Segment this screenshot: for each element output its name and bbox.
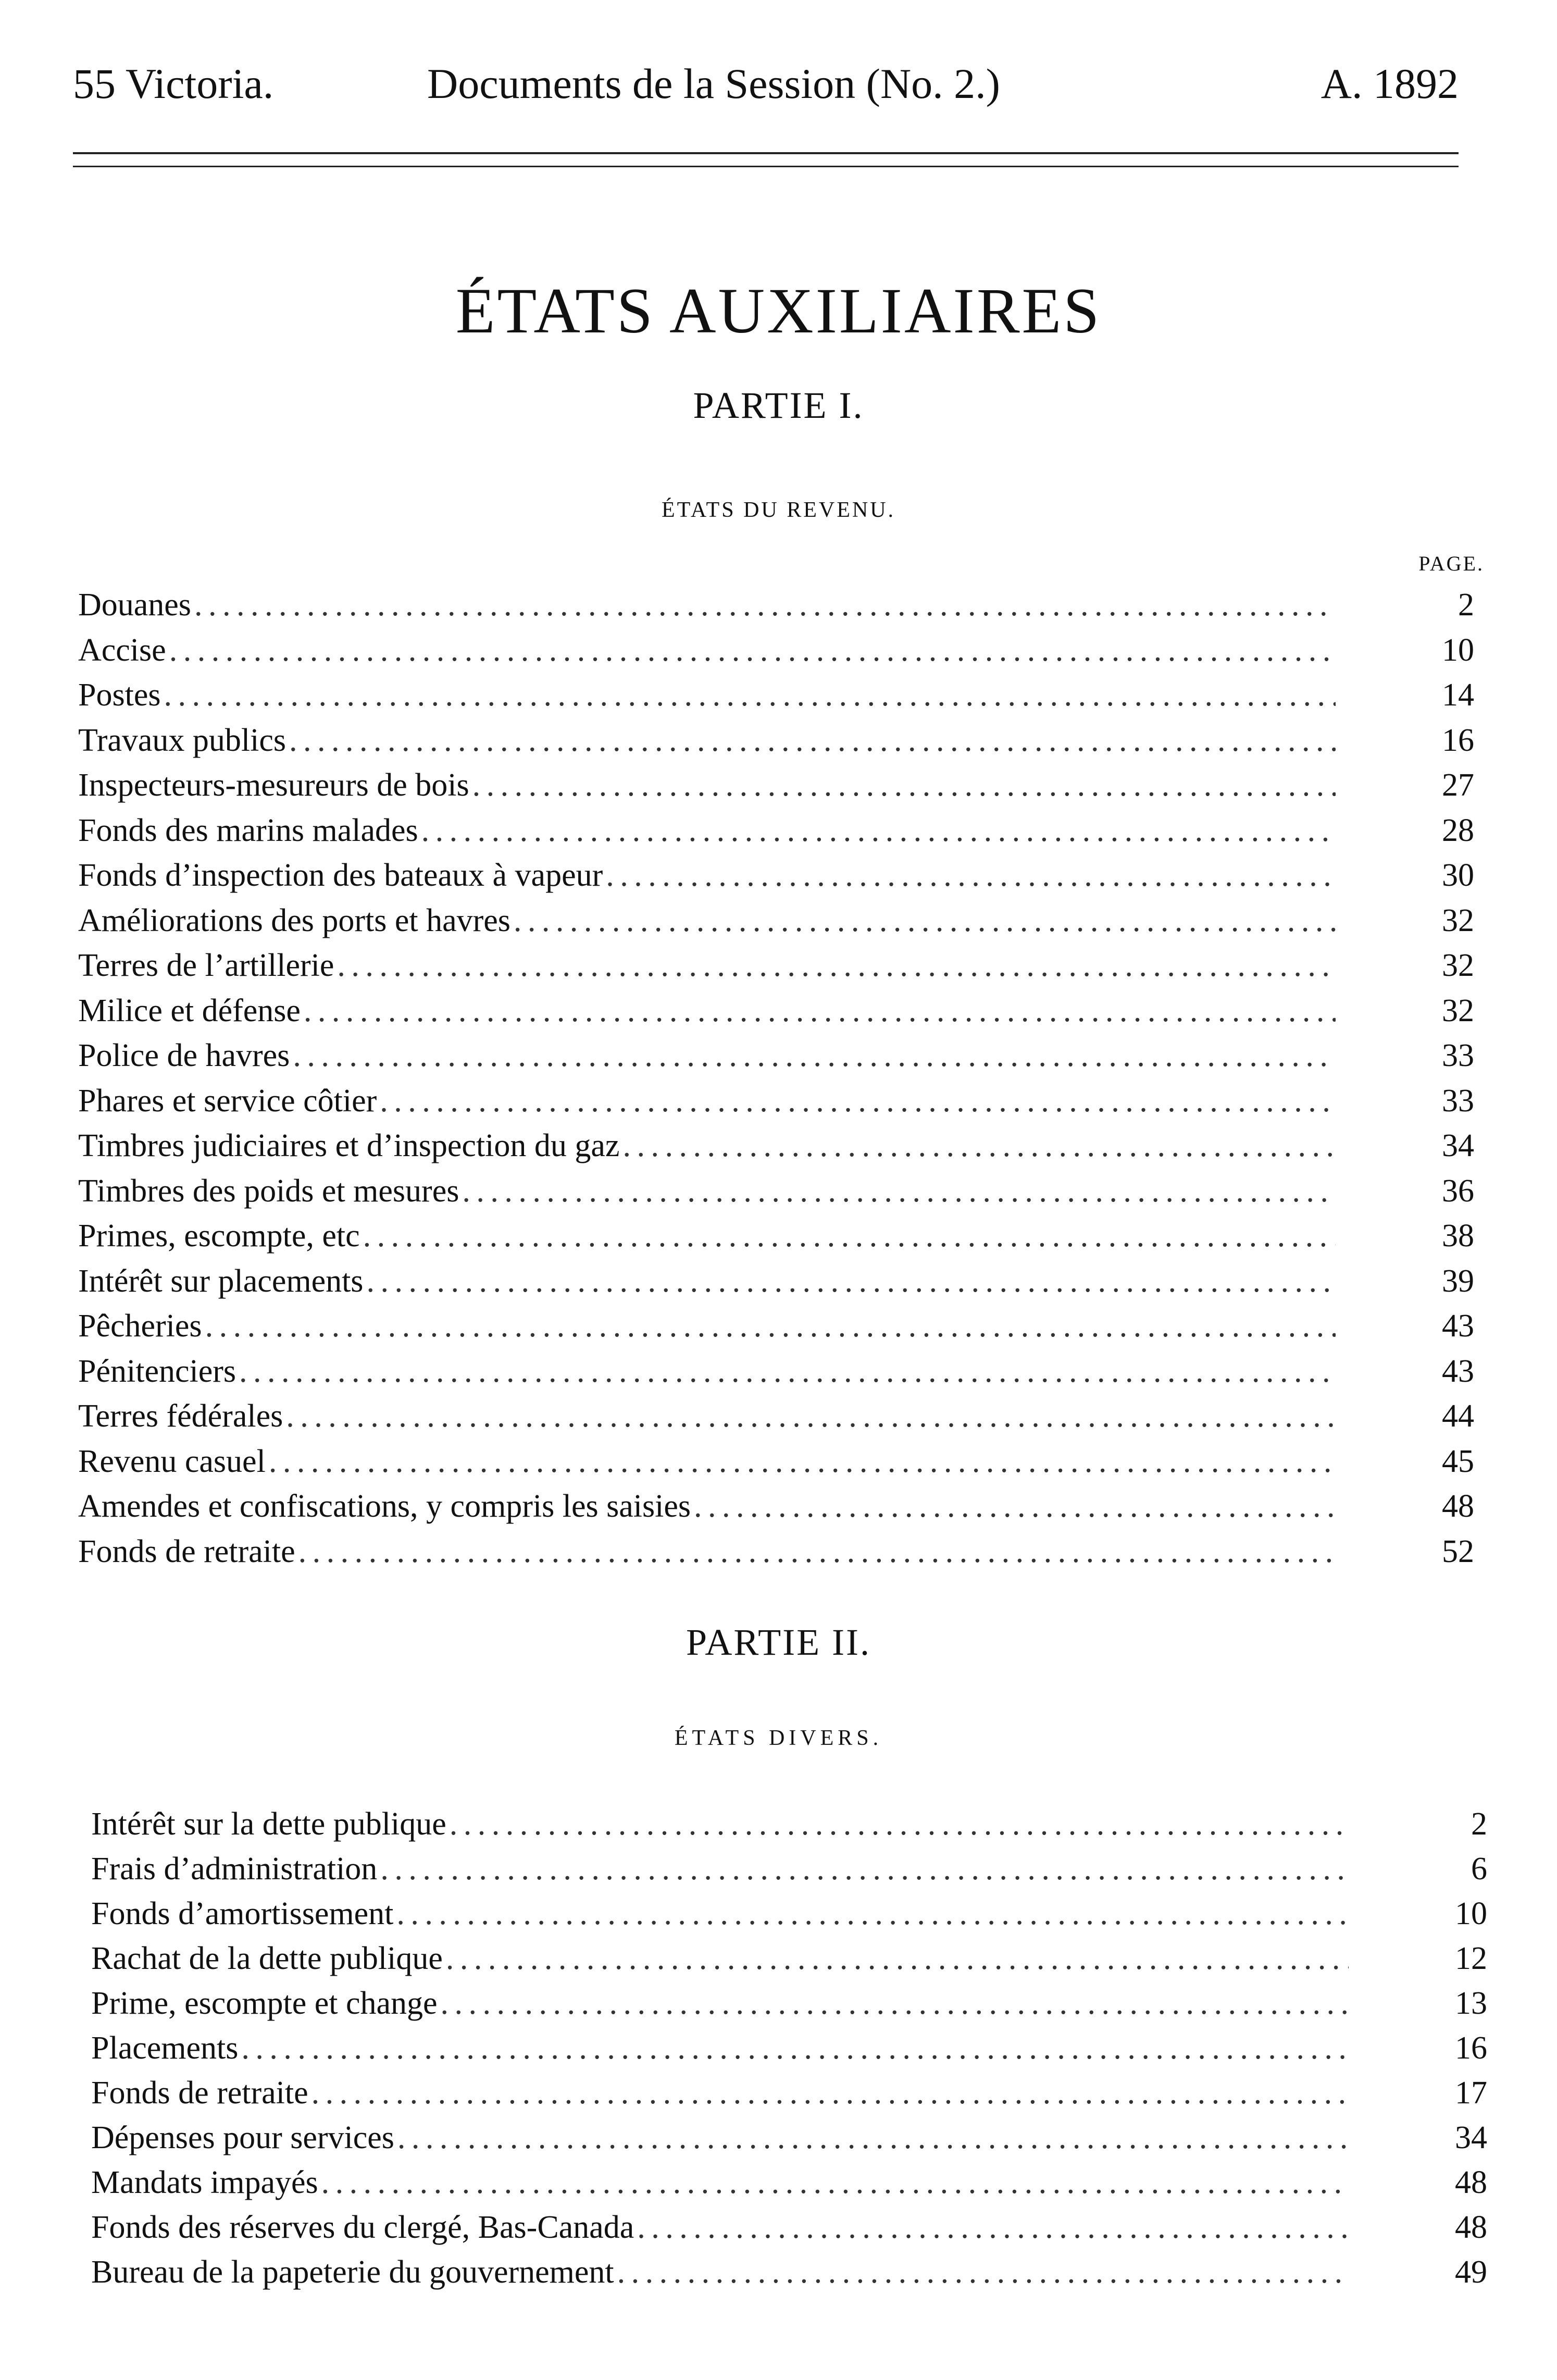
toc-entry-page-number: 32 [1442, 902, 1474, 938]
dot-leader [380, 1846, 1349, 1891]
toc-entry [78, 628, 1474, 673]
toc-entry [78, 1169, 1474, 1214]
toc-entry-page-number: 36 [1442, 1173, 1474, 1209]
toc-entry-label: Fonds de retraite [91, 2075, 308, 2111]
dot-leader [286, 1394, 1336, 1439]
dot-leader [239, 1349, 1336, 1394]
toc-entry-page-number: 14 [1442, 677, 1474, 713]
toc-entry [78, 673, 1474, 718]
toc-list-part-1 [78, 582, 1474, 1574]
toc-entry [91, 1891, 1487, 1936]
toc-entry-label: Inspecteurs-mesureurs de bois [78, 767, 469, 803]
toc-entry-label: Travaux publics [78, 722, 286, 758]
toc-entry-label: Primes, escompte, etc [78, 1218, 360, 1254]
toc-entry-page-number: 27 [1442, 767, 1474, 803]
dot-leader [164, 673, 1336, 718]
part-1-heading: PARTIE I. [693, 385, 864, 426]
toc-entry-label: Fonds des réserves du clergé, Bas-Canada [91, 2210, 634, 2245]
dot-leader [622, 1123, 1336, 1169]
toc-entry-label: Dépenses pour services [91, 2120, 394, 2155]
toc-entry-page-number: 32 [1442, 993, 1474, 1028]
toc-entry-page-number: 28 [1442, 812, 1474, 848]
dot-leader [606, 853, 1336, 898]
toc-entry-page-number: 43 [1442, 1308, 1474, 1344]
toc-entry [78, 1123, 1474, 1169]
part-1-subheading: ÉTATS DU REVENU. [661, 498, 896, 522]
toc-entry-page-number: 2 [1471, 1806, 1487, 1842]
part-2-heading: PARTIE II. [686, 1621, 871, 1663]
dot-leader [514, 898, 1336, 944]
dot-leader [380, 1079, 1336, 1124]
toc-entry [78, 808, 1474, 853]
toc-entry-label: Timbres judiciaires et d’inspection du gaz [78, 1128, 620, 1163]
toc-entry-label: Améliorations des ports et havres [78, 902, 510, 938]
dot-leader [241, 2026, 1349, 2071]
toc-entry-page-number: 49 [1455, 2254, 1487, 2290]
toc-entry-label: Amendes et confiscations, y compris les saisies [78, 1489, 691, 1524]
part-2-subheading: ÉTATS DIVERS. [674, 1726, 883, 1750]
dot-leader [337, 943, 1336, 988]
toc-entry [78, 898, 1474, 944]
toc-entry-page-number: 39 [1442, 1263, 1474, 1299]
toc-entry-label: Terres fédérales [78, 1398, 283, 1434]
toc-entry-label: Pêcheries [78, 1308, 202, 1344]
toc-entry [91, 2026, 1487, 2071]
toc-entry-page-number: 17 [1455, 2075, 1487, 2111]
dot-leader [169, 628, 1336, 673]
toc-entry-page-number: 32 [1442, 948, 1474, 983]
dot-leader [396, 1891, 1349, 1936]
toc-entry [78, 1304, 1474, 1349]
dot-leader [363, 1213, 1336, 1259]
toc-entry-label: Fonds d’amortissement [91, 1896, 394, 1931]
toc-entry [78, 853, 1474, 898]
dot-leader [289, 718, 1336, 763]
toc-entry-page-number: 10 [1442, 632, 1474, 668]
toc-entry [78, 763, 1474, 808]
toc-entry [91, 2115, 1487, 2160]
toc-entry [78, 1213, 1474, 1259]
dot-leader [421, 808, 1336, 853]
toc-entry-page-number: 13 [1455, 1986, 1487, 2021]
toc-entry [91, 1936, 1487, 1981]
toc-entry-label: Revenu casuel [78, 1443, 266, 1479]
toc-entry [91, 1846, 1487, 1891]
toc-entry [78, 1033, 1474, 1079]
toc-entry [78, 1079, 1474, 1124]
toc-entry-label: Pénitenciers [78, 1353, 236, 1389]
dot-leader [617, 2250, 1349, 2295]
dot-leader [298, 1529, 1336, 1575]
toc-entry-page-number: 12 [1455, 1941, 1487, 1976]
toc-entry-label: Bureau de la papeterie du gouvernement [91, 2254, 614, 2290]
toc-entry-page-number: 48 [1442, 1489, 1474, 1524]
toc-entry [78, 1529, 1474, 1575]
toc-entry-page-number: 38 [1442, 1218, 1474, 1254]
toc-entry [78, 943, 1474, 988]
dot-leader [441, 1981, 1349, 2026]
dot-leader [366, 1259, 1336, 1304]
toc-entry [91, 2160, 1487, 2205]
toc-entry-label: Police de havres [78, 1038, 290, 1073]
toc-entry [78, 1439, 1474, 1484]
toc-entry-label: Milice et défense [78, 993, 301, 1028]
dot-leader [446, 1936, 1349, 1981]
toc-entry-label: Frais d’administration [91, 1851, 378, 1887]
toc-entry-label: Postes [78, 677, 161, 713]
toc-entry-page-number: 16 [1442, 722, 1474, 758]
toc-entry-page-number: 48 [1455, 2210, 1487, 2245]
toc-list-part-2 [91, 1802, 1487, 2295]
toc-entry-label: Fonds de retraite [78, 1533, 295, 1569]
toc-entry-page-number: 34 [1455, 2120, 1487, 2155]
toc-entry [78, 1484, 1474, 1529]
dot-leader [450, 1802, 1349, 1846]
toc-entry-page-number: 30 [1442, 858, 1474, 893]
toc-entry-page-number: 44 [1442, 1398, 1474, 1434]
toc-entry [78, 718, 1474, 763]
toc-entry-page-number: 33 [1442, 1038, 1474, 1073]
dot-leader [293, 1033, 1336, 1079]
toc-entry-page-number: 52 [1442, 1533, 1474, 1569]
toc-entry-label: Placements [91, 2030, 239, 2066]
toc-entry [78, 1259, 1474, 1304]
toc-entry-label: Prime, escompte et change [91, 1986, 438, 2021]
dot-leader [637, 2205, 1349, 2250]
toc-entry-page-number: 43 [1442, 1353, 1474, 1389]
toc-entry-page-number: 48 [1455, 2165, 1487, 2200]
header-document-title: Documents de la Session (No. 2.) [427, 60, 1000, 107]
toc-entry [78, 1394, 1474, 1439]
toc-entry-label: Fonds d’inspection des bateaux à vapeur [78, 858, 603, 893]
dot-leader [472, 763, 1336, 808]
header-rule-top [73, 152, 1459, 154]
dot-leader [312, 2071, 1349, 2115]
toc-entry [91, 2205, 1487, 2250]
dot-leader [304, 988, 1336, 1034]
header-year: A. 1892 [1321, 60, 1459, 107]
toc-entry-page-number: 10 [1455, 1896, 1487, 1931]
header-volume: 55 Victoria. [73, 60, 274, 107]
toc-entry [91, 1802, 1487, 1846]
toc-entry-label: Fonds des marins malades [78, 812, 418, 848]
toc-entry-label: Intérêt sur la dette publique [91, 1806, 446, 1842]
toc-entry-page-number: 34 [1442, 1128, 1474, 1163]
toc-entry-label: Timbres des poids et mesures [78, 1173, 459, 1209]
dot-leader [397, 2115, 1349, 2160]
toc-entry-label: Accise [78, 632, 166, 668]
toc-entry-label: Rachat de la dette publique [91, 1941, 443, 1976]
dot-leader [462, 1169, 1336, 1214]
dot-leader [321, 2160, 1349, 2205]
toc-entry-label: Terres de l’artillerie [78, 948, 334, 983]
dot-leader [205, 1304, 1336, 1349]
toc-entry-page-number: 2 [1458, 587, 1474, 623]
toc-entry-page-number: 45 [1442, 1443, 1474, 1479]
page-title: ÉTATS AUXILIAIRES [455, 275, 1102, 346]
dot-leader [694, 1484, 1336, 1529]
toc-entry [91, 1981, 1487, 2026]
toc-entry-page-number: 33 [1442, 1083, 1474, 1119]
dot-leader [194, 582, 1336, 628]
dot-leader [269, 1439, 1336, 1484]
toc-entry-page-number: 6 [1471, 1851, 1487, 1887]
toc-entry [78, 988, 1474, 1034]
toc-entry-label: Douanes [78, 587, 191, 623]
page-column-label: PAGE. [1418, 552, 1484, 575]
toc-entry-label: Intérêt sur placements [78, 1263, 364, 1299]
toc-entry-label: Phares et service côtier [78, 1083, 377, 1119]
toc-entry-label: Mandats impayés [91, 2165, 318, 2200]
header-rule-bottom [73, 166, 1459, 167]
toc-entry [91, 2250, 1487, 2295]
toc-entry-page-number: 16 [1455, 2030, 1487, 2066]
toc-entry [78, 1349, 1474, 1394]
toc-entry [78, 582, 1474, 628]
toc-entry [91, 2071, 1487, 2115]
